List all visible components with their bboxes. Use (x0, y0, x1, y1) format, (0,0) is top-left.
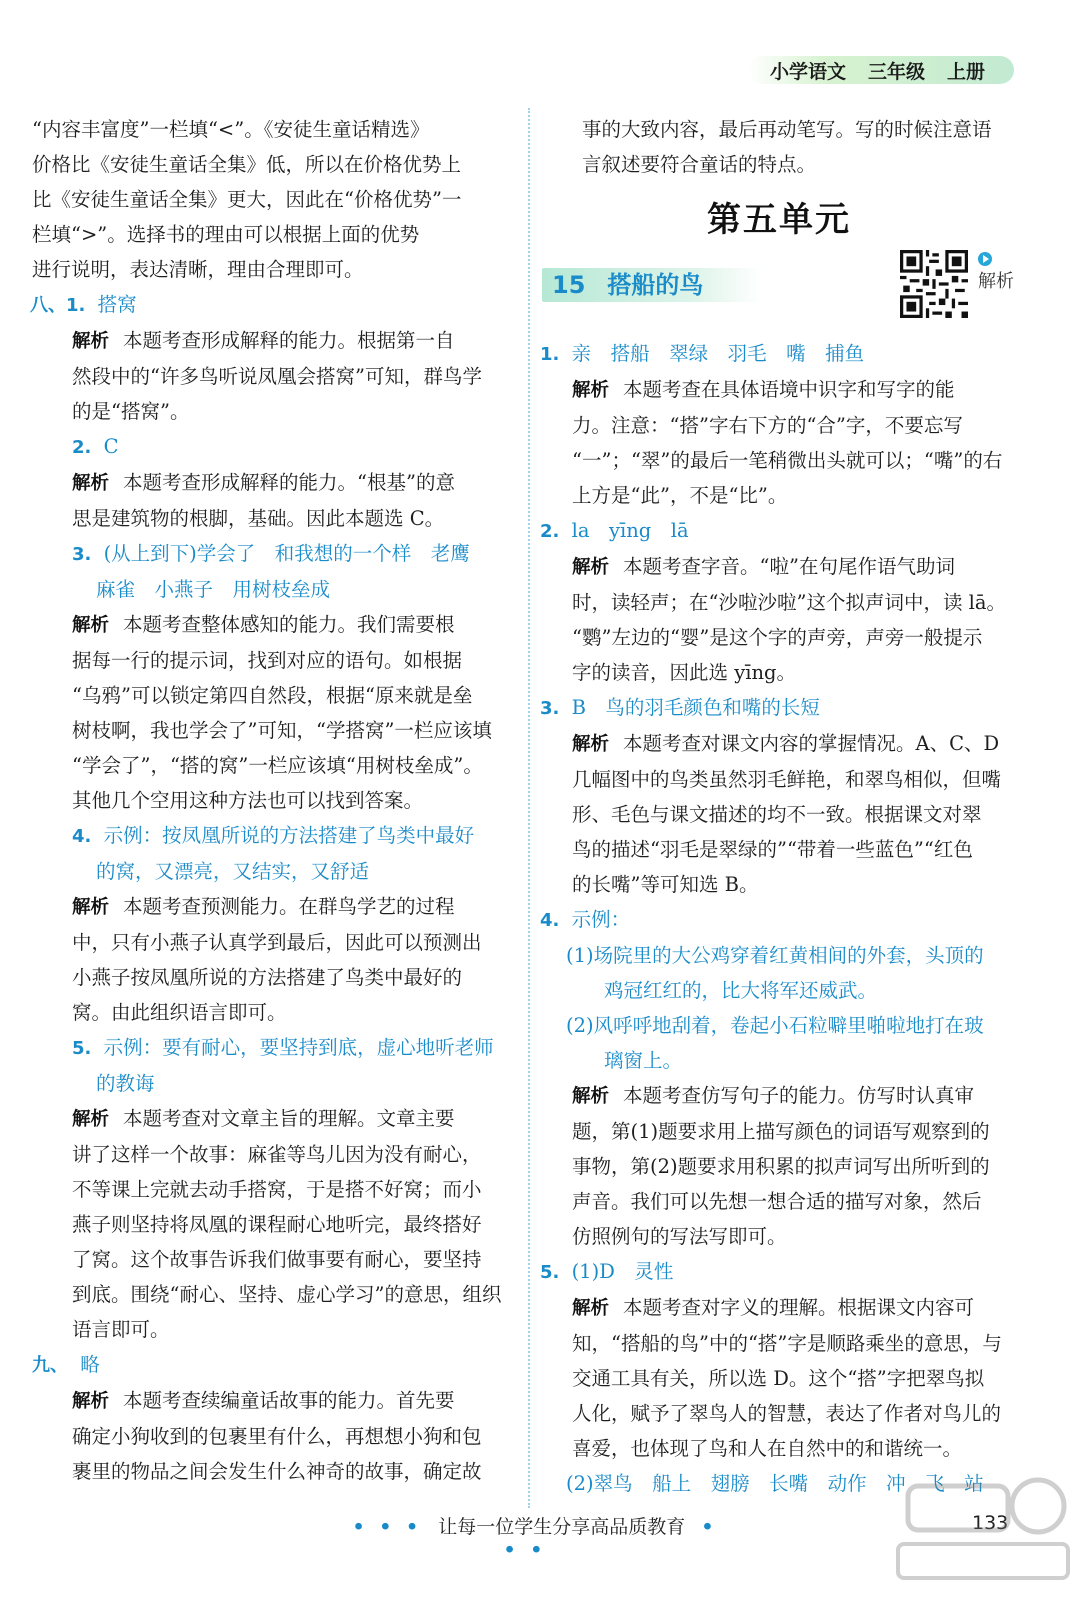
analysis-line: 本题考查在具体语境中识字和写字的能 (623, 378, 955, 401)
analysis-block (32, 889, 507, 1030)
page-number: 133 (972, 1512, 1009, 1534)
section9-label: 九、 (32, 1355, 68, 1376)
analysis-block (540, 372, 1018, 513)
section9-answer (32, 1347, 507, 1383)
analysis-line: 了窝。这个故事告诉我们做事要有耐心，要坚持 (72, 1248, 482, 1271)
analysis-block (32, 465, 507, 536)
analysis-block (32, 607, 507, 818)
analysis-line: 本题考查对文章主旨的理解。文章主要 (123, 1107, 455, 1130)
analysis-line: 其他几个空用这种方法也可以找到答案。 (72, 789, 424, 812)
text-line: 事的大致内容，最后再动笔写。写的时候注意语 (582, 118, 992, 141)
footer-dots-left: • • • (352, 1516, 423, 1538)
text-line: 言叙述要符合童话的特点。 (582, 153, 817, 176)
analysis-line: 几幅图中的鸟类虽然羽毛鲜艳，和翠鸟相似，但嘴 (572, 768, 1002, 791)
analysis-block (32, 323, 507, 429)
header-subject: 小学语文 (770, 60, 847, 83)
text-line: 进行说明，表达清晰，理由合理即可。 (32, 258, 364, 281)
analysis-line: 思是建筑物的根脚，基础。因此本题选 C。 (72, 507, 445, 530)
analysis-line: 本题考查整体感知的能力。我们需要根 (123, 613, 455, 636)
continuation-text (540, 112, 1018, 182)
analysis-line: 本题考查续编童话故事的能力。首先要 (123, 1389, 455, 1412)
analysis-line: 人化，赋予了翠鸟人的智慧，表达了作者对鸟儿的 (572, 1402, 1002, 1425)
section8-q1-answer (32, 287, 507, 323)
analysis-line: 据每一行的提示词，找到对应的语句。如根据 (72, 649, 463, 672)
left-column (32, 112, 507, 1489)
play-icon[interactable] (978, 252, 992, 266)
analysis-line: 的长嘴”等可知选 B。 (572, 873, 759, 896)
analysis-line: 本题考查仿写句子的能力。仿写时认真审 (623, 1084, 975, 1107)
analysis-line: 燕子则坚持将凤凰的课程耐心地听完，最终搭好 (72, 1213, 482, 1236)
analysis-block (32, 1101, 507, 1347)
answer-text: 示例：要有耐心，要坚持到底，虚心地听老师 (103, 1036, 494, 1059)
header-subject-badge (748, 56, 1014, 84)
analysis-label: 解析 (572, 380, 610, 401)
analysis-line: 确定小狗收到的包裹里有什么，再想想小狗和包 (72, 1425, 482, 1448)
analysis-label: 解析 (72, 897, 110, 918)
analysis-block (32, 1383, 507, 1489)
footer-dots-right: • • • (503, 1516, 718, 1561)
answer-text: (1)D 灵性 (571, 1260, 674, 1283)
question-number: 3. (540, 698, 560, 719)
analysis-line: 知，“搭船的鸟”中的“搭”字是顺路乘坐的意思，与 (572, 1332, 1002, 1355)
answer-text: 搭窝 (97, 293, 137, 316)
q4-answer (540, 902, 1018, 938)
analysis-block (540, 1078, 1018, 1254)
analysis-line: 讲了这样一个故事：麻雀等鸟儿因为没有耐心， (72, 1143, 482, 1166)
analysis-line: 窝。由此组织语言即可。 (72, 1001, 287, 1024)
analysis-line: 本题考查预测能力。在群鸟学艺的过程 (123, 895, 455, 918)
analysis-line: 然段中的“许多鸟听说凤凰会搭窝”可知，群鸟学 (72, 365, 482, 388)
section8-q5-answer (32, 1030, 507, 1066)
qr-code-icon[interactable] (900, 250, 968, 318)
analysis-line: “乌鸦”可以锁定第四自然段，根据“原来就是垒 (72, 684, 473, 707)
text-line: “内容丰富度”一栏填“<”。《安徒生童话精选》 (32, 118, 430, 141)
answer-text: 示例：按凤凰所说的方法搭建了鸟类中最好 (103, 824, 475, 847)
section8-q3-answer (32, 536, 507, 572)
section8-q4-answer (32, 818, 507, 854)
question-number: 4. (540, 910, 560, 931)
question-number: 3. (72, 544, 92, 565)
analysis-label: 解析 (72, 1391, 110, 1412)
question-number: 2. (72, 437, 92, 458)
analysis-line: 力。注意：“搭”字右下方的“合”字，不要忘写 (572, 414, 963, 437)
lesson-header (540, 256, 1018, 336)
answer-text: 鸡冠红红的，比大将军还威武。 (604, 979, 878, 1002)
analysis-label: 解析 (72, 1109, 110, 1130)
intro-text (32, 112, 507, 287)
q2-answer (540, 513, 1018, 549)
answer-text: 璃窗上。 (604, 1049, 683, 1072)
header-grade: 三年级 (868, 60, 926, 83)
answer-text: (1)场院里的大公鸡穿着红黄相间的外套，头顶的 (566, 944, 984, 967)
footer-text: 让每一位学生分享高品质教育 (438, 1516, 686, 1538)
question-number: 2. (540, 521, 560, 542)
answer-text: C (103, 435, 119, 458)
text-line: 栏填“>”。选择书的理由可以根据上面的优势 (32, 223, 420, 246)
analysis-line: 喜爱，也体现了鸟和人在自然中的和谐统一。 (572, 1437, 963, 1460)
question-number: 1. (540, 344, 560, 365)
question-number: 5. (540, 1262, 560, 1283)
analysis-line: 鸟的描述“羽毛是翠绿的”“带着一些蓝色”“红色 (572, 838, 973, 861)
analysis-line: 语言即可。 (72, 1318, 170, 1341)
analysis-line: 小燕子按凤凰所说的方法搭建了鸟类中最好的 (72, 966, 463, 989)
analysis-line: 本题考查对课文内容的掌握情况。A、C、D (623, 732, 1000, 755)
answer-text: (2)风呼呼地刮着，卷起小石粒噼里啪啦地打在玻 (566, 1014, 984, 1037)
analysis-label: 解析 (572, 557, 610, 578)
analysis-line: 的是“搭窝”。 (72, 400, 190, 423)
answer-text: 亲 搭船 翠绿 羽毛 嘴 捕鱼 (571, 342, 865, 365)
analysis-line: “学会了”，“搭的窝”一栏应该填“用树枝垒成”。 (72, 754, 483, 777)
column-divider (528, 108, 530, 1508)
answer-text: 的窝，又漂亮，又结实，又舒适 (96, 860, 370, 883)
qr-label: 解析 (978, 271, 1014, 292)
analysis-line: 字的读音，因此选 yīng。 (572, 661, 796, 684)
analysis-line: 树枝啊，我也学会了”可知，“学搭窝”一栏应该填 (72, 719, 492, 742)
analysis-line: 不等课上完就去动手搭窝，于是搭不好窝；而小 (72, 1178, 482, 1201)
answer-text: B 鸟的羽毛颜色和嘴的长短 (571, 696, 820, 719)
q1-answer (540, 336, 1018, 372)
unit-title: 第五单元 (707, 200, 851, 240)
analysis-line: 仿照例句的写法写即可。 (572, 1225, 787, 1248)
header-volume: 上册 (947, 60, 986, 83)
answer-text: 示例： (571, 908, 631, 931)
analysis-label: 解析 (72, 331, 110, 352)
analysis-line: 上方是“此”，不是“比”。 (572, 484, 788, 507)
q3-answer (540, 690, 1018, 726)
right-column (540, 112, 1018, 1501)
lesson-title: 搭船的鸟 (607, 270, 704, 299)
analysis-line: 声音。我们可以先想一想合适的描写对象，然后 (572, 1190, 982, 1213)
section8-label: 八、1. (30, 295, 86, 316)
answer-text: 的教诲 (96, 1072, 155, 1095)
analysis-line: “一”；“翠”的最后一笔稍微出头就可以；“嘴”的右 (572, 449, 1003, 472)
analysis-line: 题，第(1)题要求用上描写颜色的词语写观察到的 (572, 1120, 990, 1143)
analysis-block (540, 549, 1018, 690)
analysis-line: 时，读轻声；在“沙啦沙啦”这个拟声词中，读 lā。 (572, 591, 1006, 614)
lesson-banner (542, 268, 762, 302)
answer-text: 麻雀 小燕子 用树枝垒成 (96, 578, 331, 601)
footer-slogan (330, 1512, 730, 1561)
text-line: 比《安徒生童话全集》更大，因此在“价格优势”一 (32, 188, 462, 211)
analysis-line: 到底。围绕“耐心、坚持、虚心学习”的意思，组织 (72, 1283, 502, 1306)
analysis-label: 解析 (572, 734, 610, 755)
text-line: 价格比《安徒生童话全集》低，所以在价格优势上 (32, 153, 462, 176)
section8-q2-answer (32, 429, 507, 465)
question-number: 5. (72, 1038, 92, 1059)
analysis-block (540, 726, 1018, 902)
q5-answer (540, 1254, 1018, 1290)
analysis-line: 形、毛色与课文描述的均不一致。根据课文对翠 (572, 803, 982, 826)
lesson-number: 15 (552, 270, 586, 299)
analysis-label: 解析 (72, 615, 110, 636)
analysis-line: 本题考查对字义的理解。根据课文内容可 (623, 1296, 975, 1319)
analysis-line: 本题考查形成解释的能力。“根基”的意 (123, 471, 455, 494)
analysis-block (540, 1290, 1018, 1466)
analysis-line: 裹里的物品之间会发生什么神奇的故事，确定故 (72, 1460, 482, 1483)
answer-text: (从上到下)学会了 和我想的一个样 老鹰 (103, 542, 470, 565)
analysis-label: 解析 (572, 1086, 610, 1107)
analysis-line: 事物，第(2)题要求用积累的拟声词写出所听到的 (572, 1155, 990, 1178)
analysis-line: “鹦”左边的“婴”是这个字的声旁，声旁一般提示 (572, 626, 983, 649)
analysis-line: 中，只有小燕子认真学到最后，因此可以预测出 (72, 931, 482, 954)
analysis-label: 解析 (72, 473, 110, 494)
answer-text: 略 (80, 1353, 100, 1376)
question-number: 4. (72, 826, 92, 847)
analysis-line: 本题考查字音。“啦”在句尾作语气助词 (623, 555, 955, 578)
analysis-line: 本题考查形成解释的能力。根据第一自 (123, 329, 455, 352)
analysis-label: 解析 (572, 1298, 610, 1319)
answer-text: la yīng lā (571, 519, 689, 542)
analysis-line: 交通工具有关，所以选 D。这个“搭”字把翠鸟拟 (572, 1367, 985, 1390)
watermark-logo (888, 1466, 1078, 1594)
answer-text: (2)翠鸟 船上 翅膀 长嘴 动作 冲 飞 站 (566, 1472, 984, 1495)
